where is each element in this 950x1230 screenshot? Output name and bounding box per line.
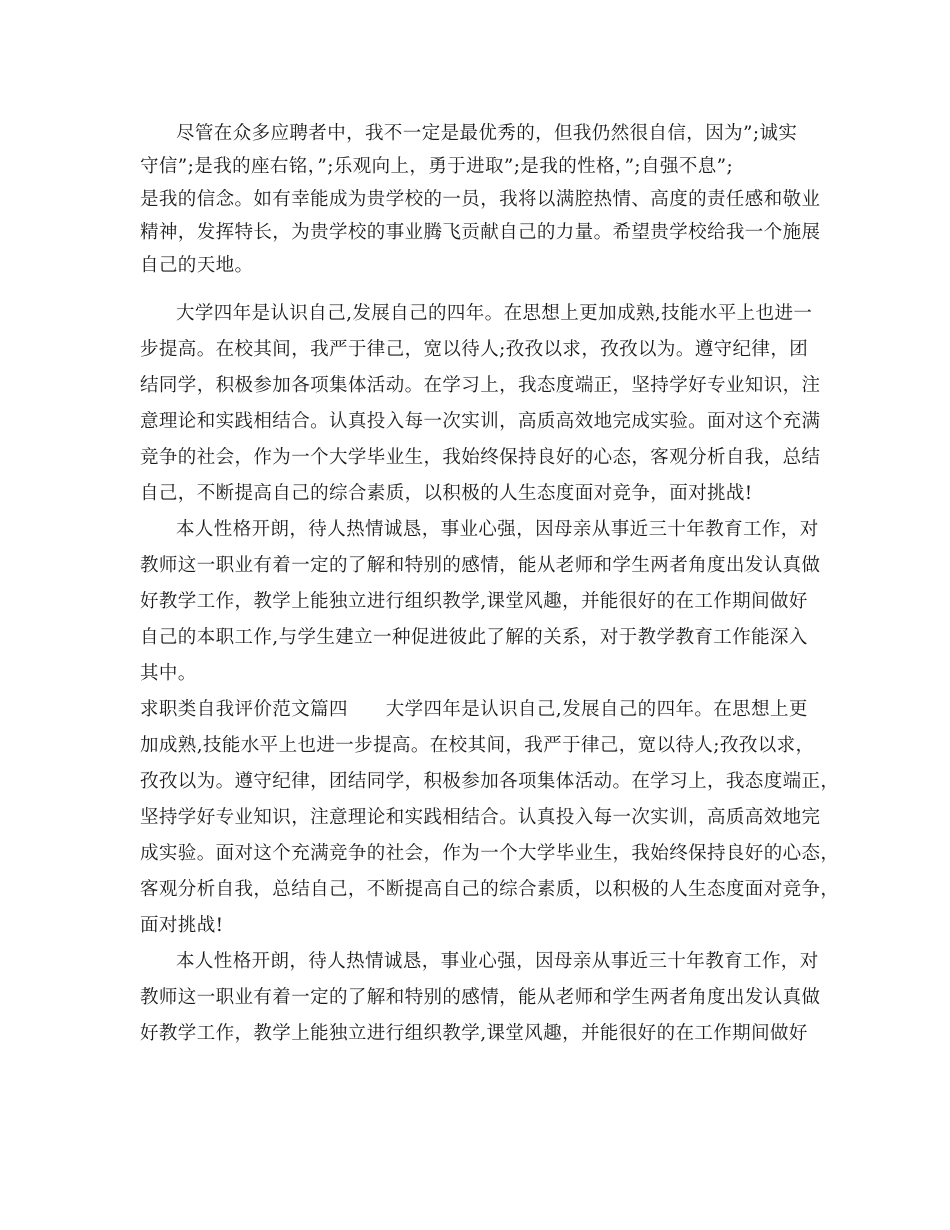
- text-line: 是我的信念。如有幸能成为贵学校的一员，我将以满腔热情、高度的责任感和敬业: [140, 189, 821, 210]
- text-line: 步提高。在校其间，我严于律己，宽以待人;孜孜以求，孜孜以为。遵守纪律，团: [140, 339, 809, 360]
- text-line: 意理论和实践相结合。认真投入每一次实训，高质高效地完成实验。面对这个充满: [140, 411, 821, 432]
- text-line: 客观分析自我，总结自己，不断提高自己的综合素质，以积极的人生态度面对竞争，: [140, 879, 840, 900]
- text-line: 尽管在众多应聘者中，我不一定是最优秀的，但我仍然很自信，因为”;诚实: [176, 123, 798, 144]
- text-line: 好教学工作，教学上能独立进行组织教学,课堂风趣，并能很好的在工作期间做好: [140, 1023, 808, 1044]
- text-line: 教师这一职业有着一定的了解和特别的感情，能从老师和学生两者角度出发认真做: [140, 555, 821, 576]
- text-line: 孜孜以为。遵守纪律，团结同学，积极参加各项集体活动。在学习上，我态度端正，: [140, 771, 840, 792]
- text-line: 好教学工作，教学上能独立进行组织教学,课堂风趣，并能很好的在工作期间做好: [140, 591, 808, 612]
- text-line: 成实验。面对这个充满竞争的社会，作为一个大学毕业生，我始终保持良好的心态，: [140, 843, 840, 864]
- text-line: 精神，发挥特长，为贵学校的事业腾飞贡献自己的力量。希望贵学校给我一个施展: [140, 222, 821, 243]
- text-line: 本人性格开朗，待人热情诚恳，事业心强，因母亲从事近三十年教育工作，对: [176, 951, 819, 972]
- text-line: 面对挑战!: [140, 915, 224, 936]
- text-line: 守信”;是我的座右铭，”;乐观向上，勇于进取”;是我的性格，”;自强不息”;: [140, 156, 734, 177]
- text-line: 加成熟,技能水平上也进一步提高。在校其间，我严于律己，宽以待人;孜孜以求，: [140, 735, 815, 756]
- text-line: 坚持学好专业知识，注意理论和实践相结合。认真投入每一次实训，高质高效地完: [140, 807, 821, 828]
- text-line: 自己的本职工作,与学生建立一种促进彼此了解的关系，对于教学教育工作能深入: [140, 627, 808, 648]
- text-line: 求职类自我评价范文篇四 大学四年是认识自己,发展自己的四年。在思想上更: [140, 699, 808, 720]
- text-line: 自己的天地。: [140, 255, 254, 276]
- text-line: 竞争的社会，作为一个大学毕业生，我始终保持良好的心态，客观分析自我，总结: [140, 447, 821, 468]
- text-line: 大学四年是认识自己,发展自己的四年。在思想上更加成熟,技能水平上也进一: [176, 303, 813, 324]
- text-line: 结同学，积极参加各项集体活动。在学习上，我态度端正，坚持学好专业知识，注: [140, 375, 821, 396]
- text-line: 本人性格开朗，待人热情诚恳，事业心强，因母亲从事近三十年教育工作，对: [176, 519, 819, 540]
- text-line: 教师这一职业有着一定的了解和特别的感情，能从老师和学生两者角度出发认真做: [140, 987, 821, 1008]
- text-line: 其中。: [140, 663, 197, 684]
- text-line: 自己，不断提高自己的综合素质，以积极的人生态度面对竞争，面对挑战!: [140, 483, 753, 504]
